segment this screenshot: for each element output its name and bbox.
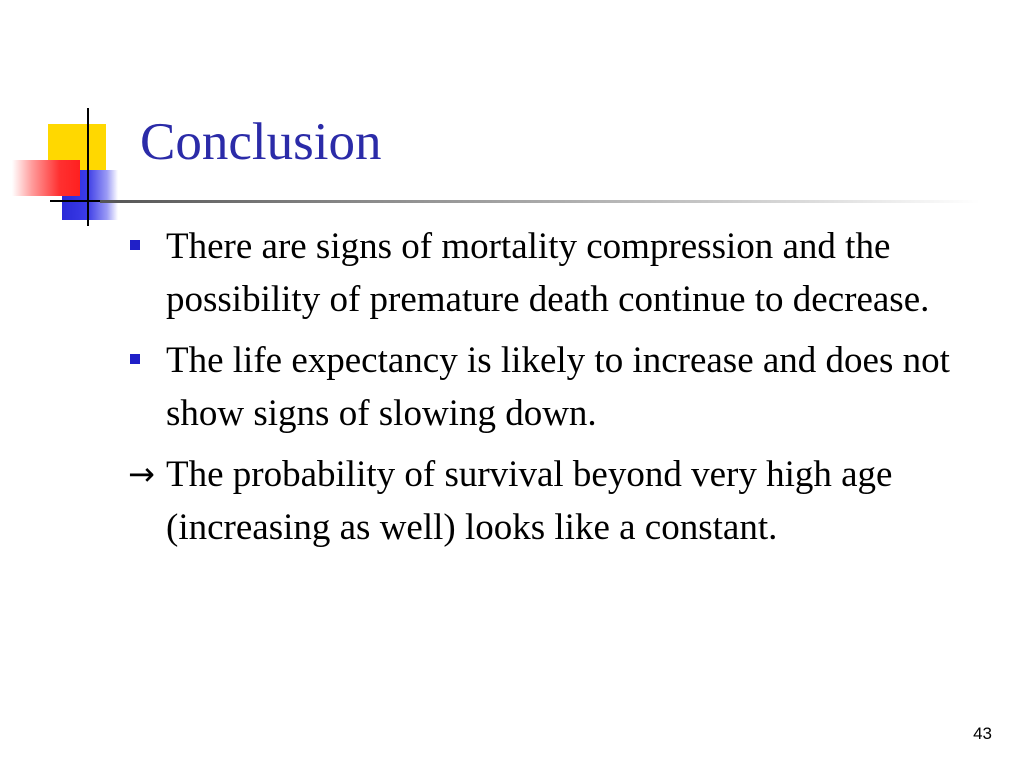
- bullet-item: [128, 220, 988, 326]
- slide-title: Conclusion: [140, 113, 382, 171]
- bullet-text: The life expectancy is likely to increase and does not show signs of slowing down.: [166, 340, 950, 434]
- square-bullet-icon: [130, 240, 140, 250]
- bullet-list: [128, 220, 988, 562]
- conclusion-text: The probability of survival beyond very high age (increasing as well) looks like a constant.: [166, 454, 893, 548]
- red-square-shape: [12, 160, 80, 196]
- title-underline: [100, 200, 980, 203]
- right-arrow-icon: →: [128, 455, 155, 493]
- page-number: 43: [973, 724, 992, 743]
- bullet-text: There are signs of mortality compression and the possibility of premature death continue to decrease.: [166, 226, 930, 320]
- square-bullet-icon: [130, 354, 140, 364]
- conclusion-item: [128, 448, 988, 554]
- vertical-line: [87, 108, 89, 226]
- bullet-item: [128, 334, 988, 440]
- decorative-logo: [0, 0, 140, 240]
